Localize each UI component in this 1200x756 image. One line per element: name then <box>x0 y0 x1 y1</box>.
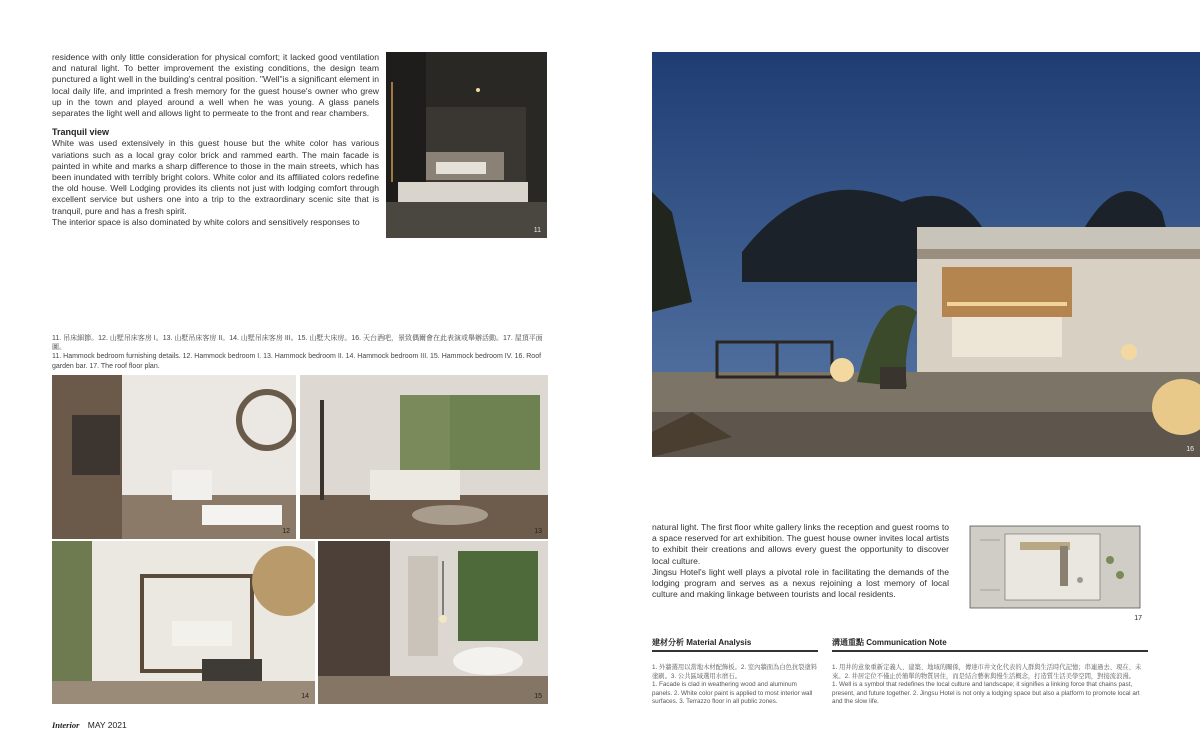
body-paragraph: natural light. The first floor white gallery links the reception and guest rooms to a space reserved for art exhibition. The guest house owner invites local artists to exhibit their creations and allows every guest the opportunity to discover local culture. <box>652 522 949 566</box>
subheading: Tranquil view <box>52 127 110 138</box>
page-footer <box>52 720 127 730</box>
photo-number: 11 <box>533 227 541 234</box>
photo-12-image <box>52 375 296 539</box>
communication-note-en: 1. Well is a symbol that redefines the local culture and landscape; it signifies a linking force that chains past, present, and future together. 2. Jingsu Hotel is not only a lodging space but also a platform to promote local art and the slow life. <box>832 681 1140 706</box>
material-analysis-zh: 1. 外牆選用以當地木材配飾板。2. 室內牆面為白色抗裂塗料塗刷。3. 公共區域選用水磨石。 <box>652 664 818 680</box>
photo-number: 14 <box>301 693 309 700</box>
footer-brand: Interior <box>52 720 80 730</box>
floor-plan-drawing <box>960 520 1148 624</box>
right-text-column <box>652 522 949 600</box>
caption-chinese: 11. 吊床細節。12. 山墅吊床客房 I。13. 山墅吊床客房 II。14. 山墅吊床客房 III。15. 山墅大床房。16. 天台酒吧，景致偶爾會在此表演或舉辦活動。17. 屋頂平面圖。 <box>52 335 543 352</box>
communication-note-section <box>832 637 1148 707</box>
photo-14-image <box>52 541 315 704</box>
communication-note-zh: 1. 用井的意象重新定義人、建築、地域的關係，傳達市井文化代表的人群與生活時代記憶；串連過去、現在、未來。2. 井居定位不僅止於簡單的物質居住，而是結合藝術與慢生活概念，打造質生活美學空間，對接流浪漫。 <box>832 664 1142 680</box>
photo-number: 17 <box>1134 615 1142 622</box>
photo-11-image <box>386 52 547 238</box>
caption-english: 11. Hammock bedroom furnishing details. 12. Hammock bedroom I. 13. Hammock bedroom II. 14. Hammock bedroom III. 15. Hammock bedroom IV. 16. Roof garden bar. 17. The roof floor plan. <box>52 353 542 370</box>
photo-hammock-bedroom-4 <box>318 541 548 704</box>
photo-13-image <box>300 375 548 539</box>
photo-number: 15 <box>534 693 542 700</box>
communication-note-title: 溝通重點 Communication Note <box>832 637 1148 652</box>
photo-15-image <box>318 541 548 704</box>
photo-number: 12 <box>282 528 290 535</box>
photo-hammock-bedroom-3 <box>52 541 315 704</box>
photo-16-image <box>652 52 1200 457</box>
material-analysis-section <box>652 637 818 707</box>
left-text-column <box>52 52 379 228</box>
photo-hammock-bedroom-2 <box>300 375 548 539</box>
photo-roof-garden-bar <box>652 52 1200 457</box>
body-paragraph: Jingsu Hotel's light well plays a pivotal role in facilitating the demands of the lodging program and serves as a nexus rejoining a lost memory of local culture and making linkage between tourists and local residents. <box>652 566 949 600</box>
footer-date: MAY 2021 <box>87 720 127 730</box>
body-paragraph: White was used extensively in this guest house but the white color has various variations such as a local gray color brick and rammed earth. The main facade is painted in white and marks a sharp difference to those in the main streets, which has been inundated with terribly bright colors. White color and its affiliated colors redefine the old house. Well Lodging provides its clients not just with lodging comfort through excellent service but ushers one into a trip to the extraordinary scenic site that is tranquil, pure and has a fresh spirit. <box>52 138 379 216</box>
body-paragraph: residence with only little consideration for physical comfort; it lacked good ventilation and natural light. To better improvement the existing conditions, the design team punctured a light well in the building's central position. "Well"is a significant element in local daily life, and imprinted a fresh memory for the guest house's owner who grew up in the town and played around a well when he was young. A glass panels separates the light well and allows light to permeate to the front and rear chambers. <box>52 52 379 119</box>
body-paragraph: The interior space is also dominated by white colors and sensitively responses to <box>52 216 360 227</box>
photo-number: 16 <box>1186 446 1194 453</box>
photo-hammock-details <box>386 52 547 238</box>
photo-hammock-bedroom-1 <box>52 375 296 539</box>
material-analysis-title: 建材分析 Material Analysis <box>652 637 818 652</box>
roof-floor-plan <box>960 520 1148 624</box>
photo-number: 13 <box>534 528 542 535</box>
material-analysis-en: 1. Facade is clad in weathering wood and aluminum panels. 2. White color paint is applied to most interior wall surfaces. 3. Terrazzo floor in all public zones. <box>652 681 813 706</box>
caption-block <box>52 334 548 371</box>
